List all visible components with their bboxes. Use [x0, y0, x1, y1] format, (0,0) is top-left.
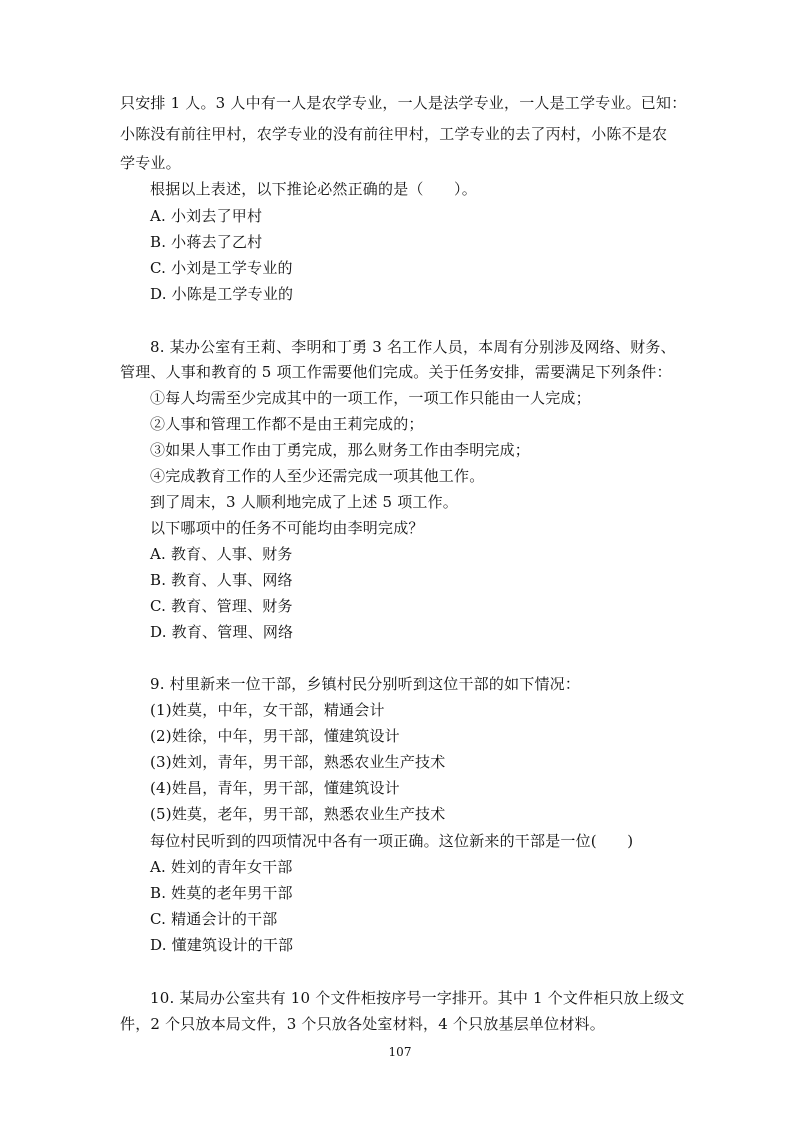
intro-option-c: C. 小刘是工学专业的: [150, 259, 293, 277]
q8-option-c: C. 教育、管理、财务: [150, 597, 293, 615]
q8-statement: 到了周末，3 人顺利地完成了上述 5 项工作。: [150, 493, 458, 511]
intro-line-1: 只安排 1 人。3 人中有一人是农学专业，一人是法学专业，一人是工学专业。已知：: [120, 94, 687, 112]
q8-option-d: D. 教育、管理、网络: [150, 623, 294, 641]
q9-line-1: 9. 村里新来一位干部，乡镇村民分别听到这位干部的如下情况：: [150, 675, 581, 693]
q10-line-1: 10. 某局办公室共有 10 个文件柜按序号一字排开。其中 1 个文件柜只放上级文: [150, 989, 685, 1007]
q8-condition-2: ②人事和管理工作都不是由王莉完成的；: [150, 415, 424, 433]
q8-condition-3: ③如果人事工作由丁勇完成，那么财务工作由李明完成；: [150, 441, 531, 459]
intro-line-2: 小陈没有前往甲村，农学专业的没有前往甲村，工学专业的去了丙村，小陈不是农: [120, 125, 668, 143]
intro-option-b: B. 小蒋去了乙村: [150, 233, 263, 251]
intro-option-a: A. 小刘去了甲村: [150, 207, 263, 225]
q8-option-a: A. 教育、人事、财务: [150, 545, 293, 563]
q8-line-1: 8. 某办公室有王莉、李明和丁勇 3 名工作人员，本周有分别涉及网络、财务、: [150, 338, 676, 356]
q9-item-2: (2)姓徐，中年，男干部，懂建筑设计: [150, 727, 400, 745]
q9-option-b: B. 姓莫的老年男干部: [150, 884, 293, 902]
q9-item-5: (5)姓莫，老年，男干部，熟悉农业生产技术: [150, 805, 446, 823]
intro-option-d: D. 小陈是工学专业的: [150, 285, 294, 303]
q8-line-2: 管理、人事和教育的 5 项工作需要他们完成。关于任务安排，需要满足下列条件：: [120, 363, 672, 381]
q9-item-1: (1)姓莫，中年，女干部，精通会计: [150, 701, 385, 719]
intro-prompt: 根据以上表述，以下推论必然正确的是（ ）。: [150, 180, 477, 198]
q10-line-2: 件，2 个只放本局文件，3 个只放各处室材料，4 个只放基层单位材料。: [120, 1015, 605, 1033]
q9-item-4: (4)姓昌，青年，男干部，懂建筑设计: [150, 779, 400, 797]
page-number: 107: [388, 1045, 412, 1059]
q8-condition-1: ①每人均需至少完成其中的一项工作，一项工作只能由一人完成；: [150, 389, 591, 407]
q9-option-c: C. 精通会计的干部: [150, 910, 278, 928]
q9-prompt: 每位村民听到的四项情况中各有一项正确。这位新来的干部是一位( ): [150, 832, 634, 850]
intro-line-3: 学专业。: [120, 154, 181, 172]
q8-condition-4: ④完成教育工作的人至少还需完成一项其他工作。: [150, 467, 485, 485]
q8-prompt: 以下哪项中的任务不可能均由李明完成？: [150, 519, 424, 537]
q8-option-b: B. 教育、人事、网络: [150, 571, 293, 589]
q9-item-3: (3)姓刘，青年，男干部，熟悉农业生产技术: [150, 753, 446, 771]
q9-option-d: D. 懂建筑设计的干部: [150, 936, 294, 954]
q9-option-a: A. 姓刘的青年女干部: [150, 858, 293, 876]
